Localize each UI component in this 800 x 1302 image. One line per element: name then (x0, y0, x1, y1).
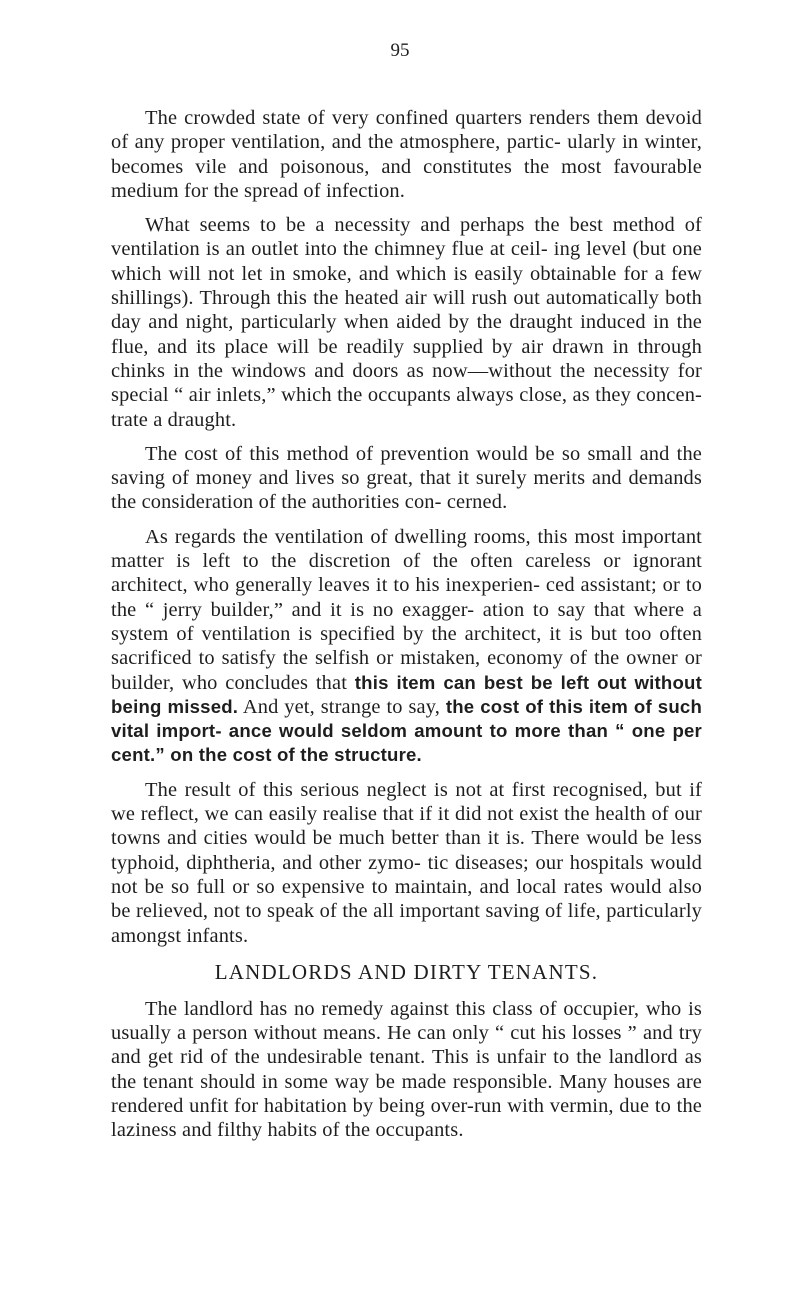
paragraph-ventilation-intro: The crowded state of very confined quarters renders them devoid of any proper ventilation, and the atmosphere, partic- ularly in winter, becomes vile and poisonous, and constitutes the most favourable medium for the spread of infection. (111, 107, 702, 202)
paragraph-dwelling-rooms-text-1: As regards the ventilation of dwelling rooms, this most important matter is left to the discretion of the often careless or ignorant architect, who generally leaves it to his inexperien- ced assistant; or to the “ jerry builder,” and it is no exagger- ation to say that where a system of ventilation is specified by the architect, it is but too often sacrificed to satisfy the selfish or mistaken, economy of the owner or builder, who concludes that (111, 525, 702, 694)
paragraph-landlords: The landlord has no remedy against this class of occupier, who is usually a person without means. He can only “ cut his losses ” and try and get rid of the undesirable tenant. This is unfair to the landlord as the tenant should in some way be made responsible. Many houses are rendered unfit for habitation by being over-run with vermin, due to the laziness and filthy habits of the occupants. (111, 997, 702, 1142)
emphasis-left-out: this item can best be left out without being missed. (111, 671, 703, 717)
paragraph-chimney-outlet: What seems to be a necessity and perhaps the best method of ventilation is an outlet into the chimney flue at ceil- ing level (but one which will not let in smoke, and which is easily obtainable for a few shillings). Through this the heated air will rush out automatically both day and night, particularly when aided by the draught induced in the flue, and its place will be readily supplied by air drawn in through chinks in the windows and doors as now—without the necessity for special “ air inlets,” which the occupants always close, as they concen- trate a draught. (111, 214, 702, 431)
paragraph-neglect-result: The result of this serious neglect is not at first recognised, but if we reflect, we can easily realise that if it did not exist the health of our towns and cities would be much better than it is. There would be less typhoid, diphtheria, and other zymo- tic diseases; our hospitals would not be so full or so expensive to maintain, and local rates would also be relieved, not to speak of the all important saving of life, particularly amongst infants. (111, 778, 702, 947)
paragraph-dwelling-rooms-text-2: And yet, strange to say, (238, 695, 446, 718)
paragraph-cost-of-prevention: The cost of this method of prevention would be so small and the saving of money and lives so great, that it surely merits and demands the consideration of the authorities con- cerned. (111, 442, 702, 514)
body-text (111, 106, 702, 1153)
paragraph-dwelling-rooms (111, 525, 702, 768)
emphasis-one-per-cent: the cost of this item of such vital import- ance would seldom amount to more than “ one per cent.” on the cost of the structure. (111, 695, 702, 766)
section-heading: LANDLORDS AND DIRTY TENANTS. (214, 959, 599, 984)
page-number: 95 (390, 40, 410, 61)
